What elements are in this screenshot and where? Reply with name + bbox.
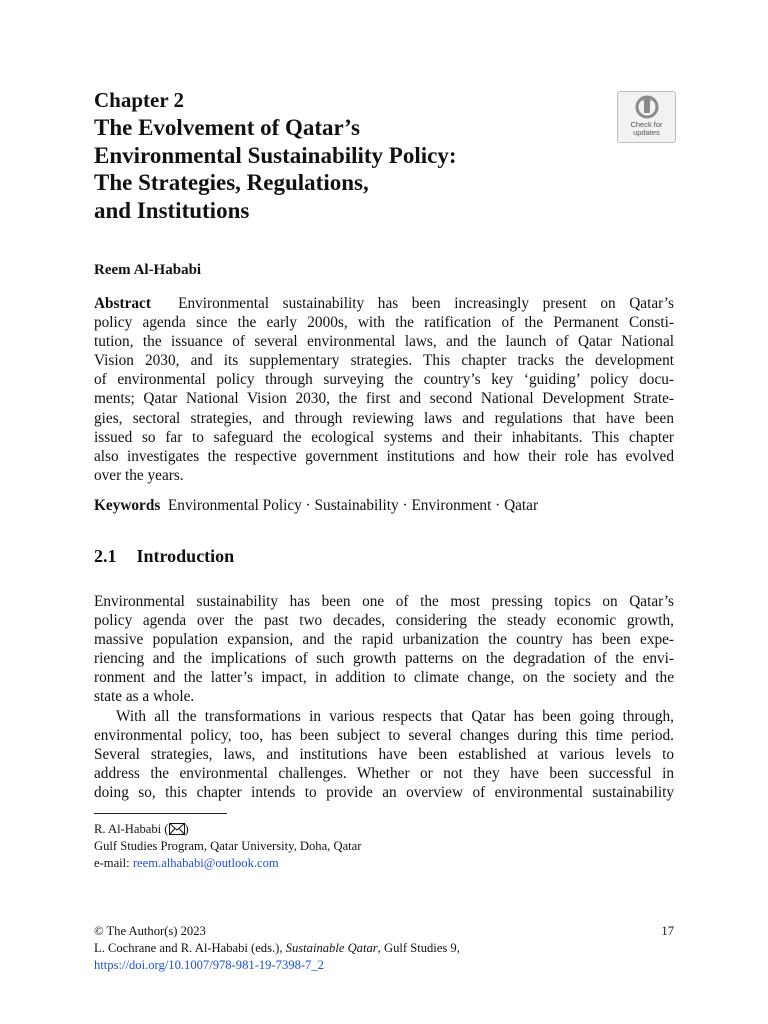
citation-editors: L. Cochrane and R. Al-Hababi (eds.), xyxy=(94,941,286,955)
email-link[interactable]: reem.alhababi@outlook.com xyxy=(132,856,279,870)
citation-series: , Gulf Studies 9, xyxy=(377,941,460,955)
abstract-line: gies, sectoral strategies, and through reviewing laws and regulations that have been xyxy=(94,409,674,427)
abstract-line: ments; Qatar National Vision 2030, the first and second National Development Strate- xyxy=(94,390,674,408)
keywords-label: Keywords xyxy=(94,497,161,514)
keyword: Environment xyxy=(411,497,492,514)
keyword-separator: · xyxy=(305,497,311,514)
intro-line: state as a whole. xyxy=(94,688,195,706)
abstract-line: issued so far to safeguard the ecological systems and their inhabitants. This chapter xyxy=(94,428,674,446)
abstract-line: Vision 2030, and its supplementary strategies. This chapter tracks the development xyxy=(94,352,674,370)
section-heading xyxy=(94,546,234,567)
doi-link[interactable]: https://doi.org/10.1007/978-981-19-7398-7_2 xyxy=(94,958,324,972)
envelope-icon xyxy=(169,823,185,835)
chapter-title-line: Environmental Sustainability Policy: xyxy=(94,142,457,168)
section-number: 2.1 xyxy=(94,546,117,566)
abstract-line: of environmental policy through surveying the country’s key ‘guiding’ policy docu- xyxy=(94,371,674,389)
keyword: Sustainability xyxy=(314,497,399,514)
abstract-line xyxy=(94,294,674,313)
footnote-author: R. Al-Hababi ( xyxy=(94,822,169,836)
chapter-title-line: The Evolvement of Qatar’s xyxy=(94,115,360,140)
footnote-author-line xyxy=(94,821,361,838)
citation-book-title: Sustainable Qatar xyxy=(285,941,378,955)
chapter-title-line: and Institutions xyxy=(94,197,250,223)
intro-line: riencing and the implications of such growth patterns on the degradation of the envi- xyxy=(94,650,674,668)
check-for-updates-badge[interactable] xyxy=(617,91,676,143)
abstract-line: policy agenda since the early 2000s, with the ratification of the Permanent Consti- xyxy=(94,314,674,332)
email-label: e-mail: xyxy=(94,856,133,870)
chapter-title-line: The Strategies, Regulations, xyxy=(94,170,369,195)
author-name: Reem Al-Hababi xyxy=(94,262,202,278)
section-title: Introduction xyxy=(136,546,235,566)
page-number: 17 xyxy=(661,924,674,938)
intro-line: environmental policy, too, has been subject to several changes during this time period. xyxy=(94,726,674,744)
keyword: Qatar xyxy=(504,497,539,514)
introduction-text xyxy=(94,592,674,802)
abstract-label: Abstract xyxy=(94,295,151,312)
abstract-line: also investigates the respective government institutions and how their role has evolved xyxy=(94,447,674,465)
intro-line: Environmental sustainability has been one of the most pressing topics on Qatar’s xyxy=(94,593,674,610)
intro-line: address the environmental challenges. Whether or not they have been successful in xyxy=(94,764,674,782)
intro-line: ronment and the latter’s impact, in addition to climate change, on the society and the xyxy=(94,669,674,687)
chapter-label: Chapter 2 xyxy=(94,88,185,112)
keyword: Environmental Policy xyxy=(167,497,302,514)
intro-line: massive population expansion, and the rapid urbanization the country has been expe- xyxy=(94,631,674,649)
abstract-line: tution, the issuance of several environmental laws, and the launch of Qatar National xyxy=(94,333,674,351)
author-footnote xyxy=(94,821,361,872)
intro-line: Several strategies, laws, and institutions have been established at various levels to xyxy=(94,745,674,763)
intro-line: With all the transformations in various respects that Qatar has been going through, xyxy=(116,707,674,725)
keywords xyxy=(94,497,538,515)
abstract-line: over the years. xyxy=(94,466,184,484)
footnote-author-close: ) xyxy=(184,822,189,836)
intro-line: policy agenda over the past two decades, considering the steady economic growth, xyxy=(94,612,674,630)
footnote-divider xyxy=(94,813,227,814)
keyword-separator: · xyxy=(495,497,501,514)
footnote-email-line xyxy=(94,855,361,872)
badge-line: Check for xyxy=(630,120,663,129)
page-footer xyxy=(94,923,674,974)
badge-line: updates xyxy=(633,128,660,137)
copyright: © The Author(s) 2023 xyxy=(94,924,206,938)
chapter-title xyxy=(94,114,594,224)
intro-line: doing so, this chapter intends to provide an overview of environmental sustainability xyxy=(94,783,674,801)
check-for-updates-icon xyxy=(633,95,661,121)
keyword-separator: · xyxy=(402,497,408,514)
citation xyxy=(94,940,674,957)
footnote-affiliation: Gulf Studies Program, Qatar University, Doha, Qatar xyxy=(94,839,362,853)
abstract xyxy=(94,294,674,485)
abstract-text: Environmental sustainability has been increasingly present on Qatar’s xyxy=(178,295,674,312)
